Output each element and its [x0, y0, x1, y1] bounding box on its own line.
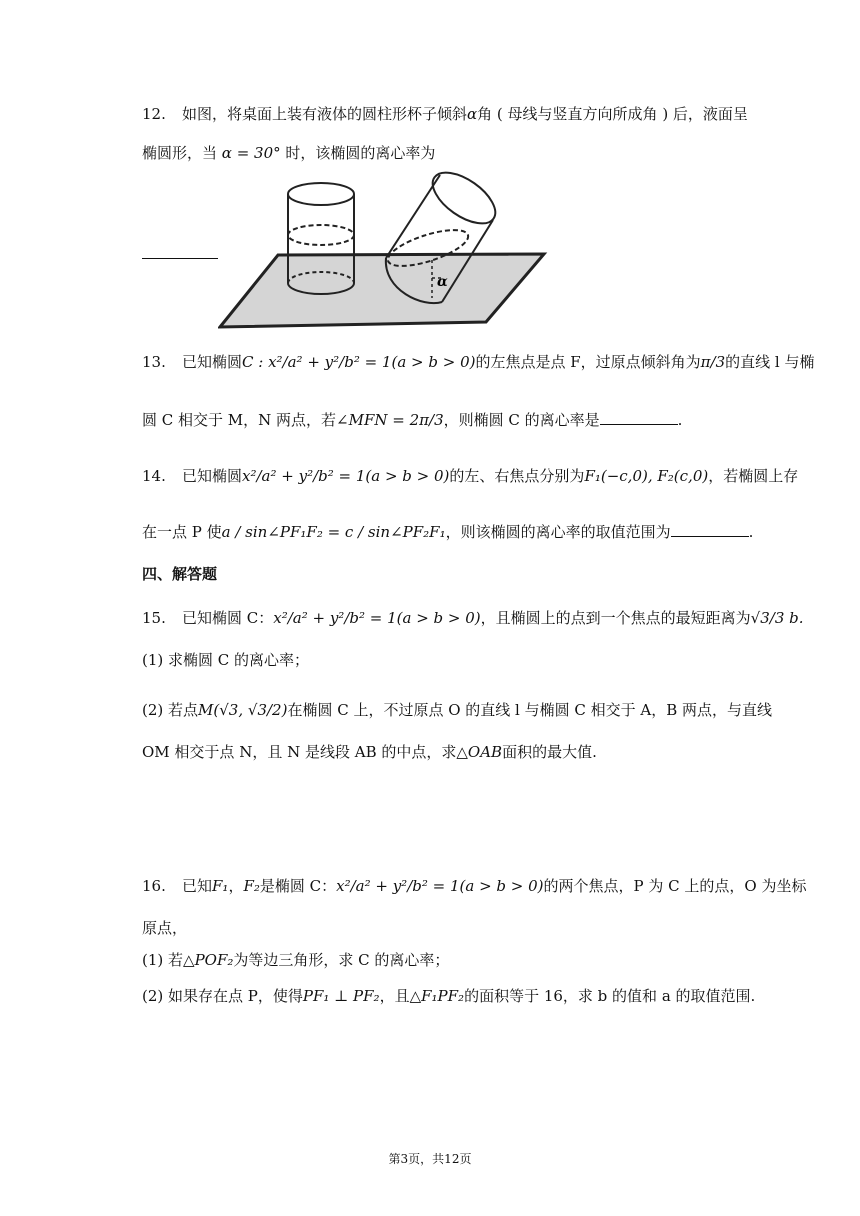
q15-point: M(√3, √3/2) [198, 701, 288, 719]
q16-triangle-2: △F₁PF₂ [409, 987, 465, 1005]
q13-condition: ∠MFN = 2π/3 [336, 411, 444, 429]
q13-text-5: ，则椭圆 C 的离心率是 [443, 411, 600, 429]
q15-line1 [142, 608, 804, 628]
q15-number: 15. [142, 609, 166, 627]
q13-end: . [677, 411, 683, 429]
q14-text-5: ，则该椭圆的离心率的取值范围为 [445, 523, 671, 541]
tilted-cups-illustration [218, 170, 548, 330]
q16-text-3: 是椭圆 C： [259, 877, 337, 895]
q13-text-3: 的直线 l 与椭 [725, 353, 815, 371]
q12-figure [218, 170, 548, 334]
section-heading: 四、解答题 [142, 565, 218, 583]
q12-number: 12. [142, 105, 166, 123]
q14-text: 已知椭圆 [182, 467, 243, 485]
q14-line1 [142, 466, 798, 486]
q13-answer-blank[interactable] [600, 410, 678, 425]
q16-f2: F₂ [243, 877, 260, 895]
q15-text-p2a: (2) 若点 [142, 701, 199, 719]
q13-text-2: 的左焦点是点 F，过原点倾斜角为 [475, 353, 701, 371]
q14-equation: x²/a² + y²/b² = 1(a > b > 0) [242, 467, 450, 485]
q16-triangle-1: △POF₂ [183, 951, 234, 969]
q16-f1: F₁ [212, 877, 229, 895]
q14-text-3: ，若椭圆上存 [708, 467, 799, 485]
q16-text: 已知 [182, 877, 213, 895]
q16-text-2: ， [228, 877, 244, 895]
q14-number: 14. [142, 467, 166, 485]
q12-text-b: 角 ( 母线与竖直方向所成角 ) 后，液面呈 [477, 105, 748, 123]
q13-angle: π/3 [700, 353, 726, 371]
q15-triangle: △OAB [456, 743, 503, 761]
page-footer: 第3页，共12页 [388, 1152, 472, 1166]
q16-text-p2c: 的面积等于 16，求 b 的值和 a 的取值范围. [464, 987, 756, 1005]
q16-line2: 原点， [142, 919, 188, 937]
q14-foci: F₁(−c,0), F₂(c,0) [584, 467, 709, 485]
q12-equation: α = 30° [221, 144, 281, 162]
q16-perpendicular: PF₁ ⊥ PF₂ [302, 987, 380, 1005]
q16-text-p2b: ，且 [379, 987, 410, 1005]
q15-text-p2b: 在椭圆 C 上，不过原点 O 的直线 l 与椭圆 C 相交于 A，B 两点，与直线 [287, 701, 773, 719]
q16-equation: x²/a² + y²/b² = 1(a > b > 0) [336, 877, 544, 895]
q15-part2 [142, 700, 772, 720]
q14-answer-blank[interactable] [671, 522, 749, 537]
q13-equation: C : x²/a² + y²/b² = 1(a > b > 0) [242, 353, 476, 371]
q16-line1 [142, 876, 806, 896]
q16-number: 16. [142, 877, 166, 895]
q15-text-p2d: 面积的最大值. [502, 743, 597, 761]
q16-text-p2a: (2) 如果存在点 P，使得 [142, 987, 303, 1005]
q16-text-4: 的两个焦点，P 为 C 上的点，O 为坐标 [543, 877, 807, 895]
q14-line2 [142, 522, 753, 542]
q12-line1 [142, 104, 748, 124]
q12-text: 如图，将桌面上装有液体的圆柱形杯子倾斜 [182, 105, 468, 123]
q15-text: 已知椭圆 C： [182, 609, 274, 627]
q12-text-2b: 时，该椭圆的离心率为 [285, 144, 436, 162]
q15-text-p2c: OM 相交于点 N，且 N 是线段 AB 的中点，求 [142, 743, 457, 761]
q15-part1: (1) 求椭圆 C 的离心率； [142, 651, 310, 669]
q14-text-4: 在一点 P 使 [142, 523, 222, 541]
q14-text-2: 的左、右焦点分别为 [449, 467, 585, 485]
q15-equation: x²/a² + y²/b² = 1(a > b > 0) [273, 609, 481, 627]
q16-text-p1b: 为等边三角形，求 C 的离心率； [233, 951, 450, 969]
q13-text-4: 圆 C 相交于 M，N 两点，若 [142, 411, 337, 429]
q14-end: . [748, 523, 754, 541]
q15-text-2: ，且椭圆上的点到一个焦点的最短距离为 [480, 609, 751, 627]
q14-condition: a / sin∠PF₁F₂ = c / sin∠PF₂F₁ [221, 523, 446, 541]
q13-line1 [142, 352, 814, 372]
q13-text: 已知椭圆 [182, 353, 243, 371]
q12-answer-blank[interactable] [142, 244, 220, 264]
q16-text-p1a: (1) 若 [142, 951, 184, 969]
q12-alpha: α [467, 105, 478, 123]
figure-alpha-label: α [437, 274, 448, 290]
q15-distance: √3/3 b. [750, 609, 804, 627]
q13-line2 [142, 410, 682, 430]
q16-part1 [142, 950, 449, 970]
q12-line2 [142, 143, 435, 163]
q13-number: 13. [142, 353, 166, 371]
q15-part2-cont [142, 742, 597, 762]
q12-text-2a: 椭圆形，当 [142, 144, 218, 162]
q16-part2 [142, 986, 755, 1006]
